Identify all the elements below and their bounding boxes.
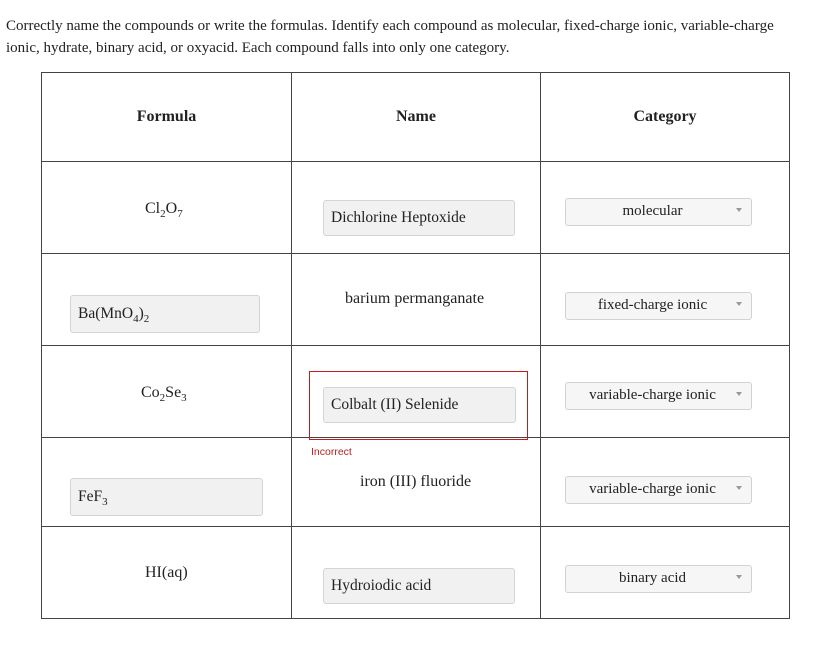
formula-cell	[42, 438, 292, 527]
category-select[interactable]: variable-charge ionic	[565, 476, 752, 504]
category-cell	[541, 438, 790, 527]
table-row	[42, 162, 790, 254]
table-row	[42, 438, 790, 527]
formula-cell	[42, 254, 292, 346]
name-cell	[292, 162, 541, 254]
category-cell	[541, 527, 790, 619]
header-formula: Formula	[42, 73, 292, 162]
feedback-incorrect: Incorrect	[311, 446, 352, 458]
chevron-down-icon	[736, 486, 742, 490]
incorrect-highlight	[309, 371, 528, 440]
name-cell	[292, 527, 541, 619]
name-input[interactable]: Dichlorine Heptoxide	[323, 200, 515, 236]
table-header-row	[42, 73, 790, 162]
formula-input[interactable]: $Ba(MnO_4)_2$	[70, 295, 260, 333]
name-text: barium permanganate	[345, 290, 485, 307]
chevron-down-icon	[736, 302, 742, 306]
name-input[interactable]: Hydroiodic acid	[323, 568, 515, 604]
name-cell	[292, 254, 541, 346]
formula-input[interactable]: FeF$_3$	[70, 478, 263, 516]
instructions-text: Correctly name the compounds or write the formulas. Identify each compound as molecular, fixed-charge ionic, variable-charge ionic, hydrate, binary acid, or oxyacid. Each compound falls into only one category.	[6, 18, 774, 56]
name-input[interactable]: Colbalt (II) Selenide	[323, 387, 516, 423]
formula-text: $Cl_2O_7$	[145, 200, 183, 220]
name-text: iron (III) fluoride	[360, 473, 472, 490]
category-cell	[541, 162, 790, 254]
compound-table	[41, 72, 790, 619]
category-select[interactable]: molecular	[565, 198, 752, 226]
category-cell	[541, 254, 790, 346]
table-row	[42, 527, 790, 619]
chevron-down-icon	[736, 208, 742, 212]
category-cell	[541, 346, 790, 438]
formula-text: $Co_2Se_3$	[141, 384, 187, 404]
chevron-down-icon	[736, 392, 742, 396]
formula-cell	[42, 346, 292, 438]
formula-cell	[42, 162, 292, 254]
chevron-down-icon	[736, 575, 742, 579]
category-select[interactable]: variable-charge ionic	[565, 382, 752, 410]
formula-cell	[42, 527, 292, 619]
header-category: Category	[541, 73, 790, 162]
header-name: Name	[292, 73, 541, 162]
table-row	[42, 254, 790, 346]
formula-text: HI(aq)	[145, 564, 188, 581]
category-select[interactable]: binary acid	[565, 565, 752, 593]
category-select[interactable]: fixed-charge ionic	[565, 292, 752, 320]
